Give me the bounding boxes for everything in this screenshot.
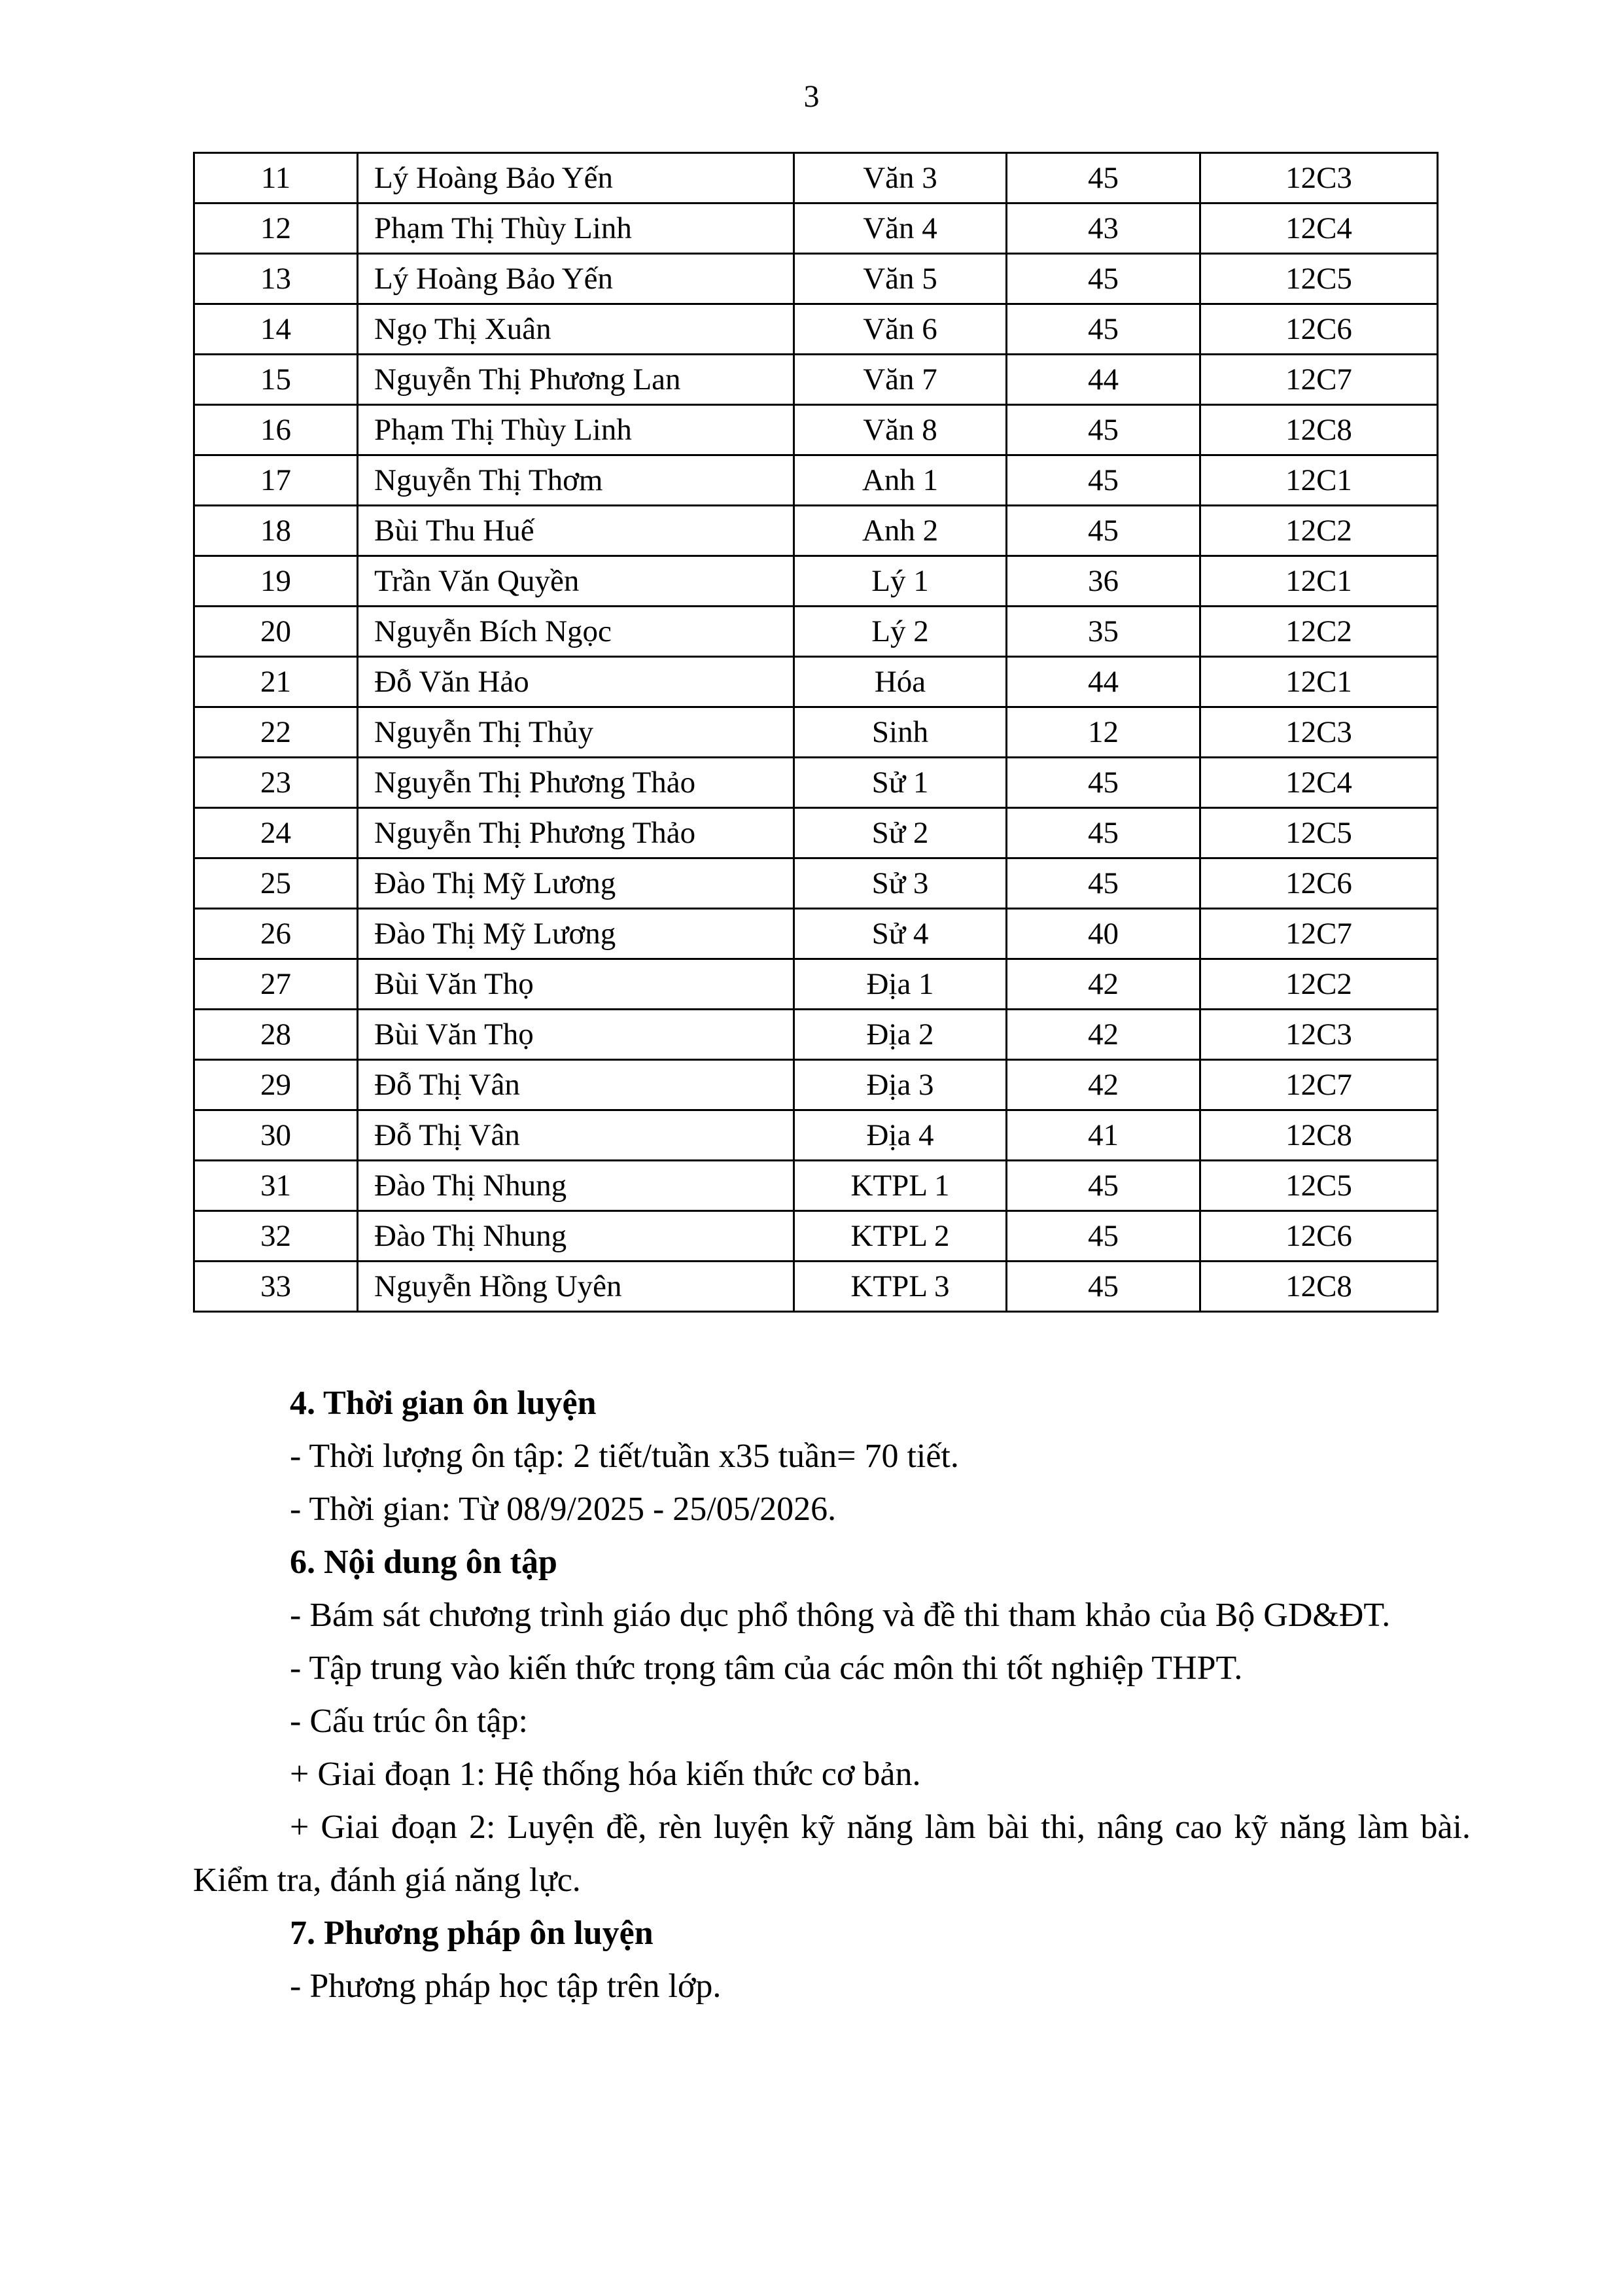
student-count-cell: 45 — [1007, 455, 1200, 506]
subject-group-cell: Địa 4 — [794, 1110, 1007, 1161]
section-heading: 4. Thời gian ôn luyện — [290, 1385, 597, 1422]
student-count-cell: 45 — [1007, 506, 1200, 556]
subject-group-cell: Văn 6 — [794, 304, 1007, 355]
table-row — [194, 1060, 1438, 1110]
table-row — [194, 556, 1438, 607]
class-cell: 12C1 — [1200, 455, 1438, 506]
class-cell: 12C6 — [1200, 304, 1438, 355]
class-cell: 12C7 — [1200, 909, 1438, 959]
teacher-class-table-body — [194, 153, 1438, 1312]
row-number-cell: 22 — [194, 707, 358, 758]
row-number-cell: 28 — [194, 1010, 358, 1060]
subject-group-cell: Sinh — [794, 707, 1007, 758]
row-number-cell: 25 — [194, 858, 358, 909]
subject-group-cell: Sử 2 — [794, 808, 1007, 858]
row-number-cell: 33 — [194, 1262, 358, 1312]
subject-group-cell: Lý 2 — [794, 607, 1007, 657]
page-number: 3 — [803, 79, 820, 114]
student-count-cell: 36 — [1007, 556, 1200, 607]
row-number-cell: 27 — [194, 959, 358, 1010]
body-paragraph: - Tập trung vào kiến thức trọng tâm của các môn thi tốt nghiệp THPT. — [290, 1650, 1243, 1687]
subject-group-cell: Hóa — [794, 657, 1007, 707]
subject-group-cell: KTPL 3 — [794, 1262, 1007, 1312]
class-cell: 12C6 — [1200, 858, 1438, 909]
subject-group-cell: Anh 1 — [794, 455, 1007, 506]
body-paragraph: + Giai đoạn 1: Hệ thống hóa kiến thức cơ bản. — [290, 1756, 921, 1793]
section-heading: 7. Phương pháp ôn luyện — [290, 1915, 654, 1952]
row-number-cell: 18 — [194, 506, 358, 556]
teacher-name-cell: Bùi Thu Huế — [358, 506, 794, 556]
row-number-cell: 31 — [194, 1161, 358, 1211]
subject-group-cell: Lý 1 — [794, 556, 1007, 607]
student-count-cell: 45 — [1007, 808, 1200, 858]
table-row — [194, 405, 1438, 455]
student-count-cell: 42 — [1007, 959, 1200, 1010]
teacher-name-cell: Đào Thị Mỹ Lương — [358, 909, 794, 959]
table-row — [194, 304, 1438, 355]
table-row — [194, 153, 1438, 203]
body-paragraph: - Bám sát chương trình giáo dục phổ thông và đề thi tham khảo của Bộ GD&ĐT. — [290, 1597, 1391, 1634]
teacher-name-cell: Ngọ Thị Xuân — [358, 304, 794, 355]
teacher-name-cell: Nguyễn Thị Phương Thảo — [358, 758, 794, 808]
row-number-cell: 20 — [194, 607, 358, 657]
table-row — [194, 657, 1438, 707]
section-heading: 6. Nội dung ôn tập — [290, 1544, 557, 1581]
table-row — [194, 808, 1438, 858]
table-row — [194, 909, 1438, 959]
teacher-name-cell: Lý Hoàng Bảo Yến — [358, 254, 794, 304]
table-row — [194, 858, 1438, 909]
student-count-cell: 45 — [1007, 858, 1200, 909]
class-cell: 12C2 — [1200, 506, 1438, 556]
teacher-name-cell: Lý Hoàng Bảo Yến — [358, 153, 794, 203]
teacher-name-cell: Nguyễn Thị Phương Thảo — [358, 808, 794, 858]
class-cell: 12C1 — [1200, 556, 1438, 607]
table-row — [194, 607, 1438, 657]
subject-group-cell: Địa 3 — [794, 1060, 1007, 1110]
student-count-cell: 45 — [1007, 1161, 1200, 1211]
row-number-cell: 29 — [194, 1060, 358, 1110]
row-number-cell: 11 — [194, 153, 358, 203]
table-row — [194, 1110, 1438, 1161]
teacher-name-cell: Bùi Văn Thọ — [358, 1010, 794, 1060]
class-cell: 12C7 — [1200, 355, 1438, 405]
class-cell: 12C3 — [1200, 1010, 1438, 1060]
class-cell: 12C2 — [1200, 959, 1438, 1010]
student-count-cell: 45 — [1007, 1211, 1200, 1262]
class-cell: 12C5 — [1200, 808, 1438, 858]
class-cell: 12C5 — [1200, 254, 1438, 304]
row-number-cell: 15 — [194, 355, 358, 405]
subject-group-cell: Văn 4 — [794, 203, 1007, 254]
class-cell: 12C3 — [1200, 153, 1438, 203]
student-count-cell: 40 — [1007, 909, 1200, 959]
row-number-cell: 19 — [194, 556, 358, 607]
student-count-cell: 45 — [1007, 254, 1200, 304]
subject-group-cell: Sử 4 — [794, 909, 1007, 959]
teacher-name-cell: Nguyễn Hồng Uyên — [358, 1262, 794, 1312]
student-count-cell: 45 — [1007, 758, 1200, 808]
student-count-cell: 45 — [1007, 405, 1200, 455]
student-count-cell: 45 — [1007, 1262, 1200, 1312]
body-paragraph: - Cấu trúc ôn tập: — [290, 1703, 528, 1740]
table-row — [194, 506, 1438, 556]
subject-group-cell: Anh 2 — [794, 506, 1007, 556]
row-number-cell: 12 — [194, 203, 358, 254]
class-cell: 12C5 — [1200, 1161, 1438, 1211]
table-row — [194, 455, 1438, 506]
teacher-name-cell: Nguyễn Thị Thủy — [358, 707, 794, 758]
table-row — [194, 1211, 1438, 1262]
subject-group-cell: Sử 1 — [794, 758, 1007, 808]
document-body — [193, 1377, 1471, 2013]
table-row — [194, 959, 1438, 1010]
table-row — [194, 1010, 1438, 1060]
teacher-name-cell: Đào Thị Mỹ Lương — [358, 858, 794, 909]
class-cell: 12C3 — [1200, 707, 1438, 758]
row-number-cell: 21 — [194, 657, 358, 707]
class-cell: 12C8 — [1200, 405, 1438, 455]
student-count-cell: 44 — [1007, 657, 1200, 707]
teacher-name-cell: Nguyễn Bích Ngọc — [358, 607, 794, 657]
subject-group-cell: Văn 8 — [794, 405, 1007, 455]
subject-group-cell: Sử 3 — [794, 858, 1007, 909]
table-row — [194, 1161, 1438, 1211]
table-row — [194, 707, 1438, 758]
subject-group-cell: Địa 2 — [794, 1010, 1007, 1060]
body-paragraph: + Giai đoạn 2: Luyện đề, rèn luyện kỹ năng làm bài thi, nâng cao kỹ năng làm bài. Kiểm tra, đánh giá năng lực. — [193, 1809, 1471, 1899]
subject-group-cell: KTPL 2 — [794, 1211, 1007, 1262]
teacher-name-cell: Đỗ Văn Hảo — [358, 657, 794, 707]
row-number-cell: 23 — [194, 758, 358, 808]
table-row — [194, 203, 1438, 254]
row-number-cell: 17 — [194, 455, 358, 506]
teacher-name-cell: Nguyễn Thị Thơm — [358, 455, 794, 506]
class-cell: 12C4 — [1200, 203, 1438, 254]
row-number-cell: 14 — [194, 304, 358, 355]
class-cell: 12C8 — [1200, 1262, 1438, 1312]
teacher-name-cell: Đỗ Thị Vân — [358, 1060, 794, 1110]
student-count-cell: 12 — [1007, 707, 1200, 758]
table-row — [194, 758, 1438, 808]
teacher-name-cell: Phạm Thị Thùy Linh — [358, 405, 794, 455]
subject-group-cell: Văn 5 — [794, 254, 1007, 304]
student-count-cell: 41 — [1007, 1110, 1200, 1161]
student-count-cell: 35 — [1007, 607, 1200, 657]
teacher-name-cell: Trần Văn Quyền — [358, 556, 794, 607]
student-count-cell: 44 — [1007, 355, 1200, 405]
class-cell: 12C4 — [1200, 758, 1438, 808]
table-row — [194, 355, 1438, 405]
teacher-class-table — [193, 152, 1439, 1313]
student-count-cell: 45 — [1007, 304, 1200, 355]
body-paragraph: - Thời lượng ôn tập: 2 tiết/tuần x35 tuần= 70 tiết. — [290, 1438, 959, 1475]
subject-group-cell: KTPL 1 — [794, 1161, 1007, 1211]
row-number-cell: 13 — [194, 254, 358, 304]
student-count-cell: 43 — [1007, 203, 1200, 254]
table-row — [194, 1262, 1438, 1312]
row-number-cell: 24 — [194, 808, 358, 858]
row-number-cell: 26 — [194, 909, 358, 959]
teacher-name-cell: Đào Thị Nhung — [358, 1211, 794, 1262]
class-cell: 12C7 — [1200, 1060, 1438, 1110]
subject-group-cell: Văn 3 — [794, 153, 1007, 203]
teacher-name-cell: Đào Thị Nhung — [358, 1161, 794, 1211]
student-count-cell: 42 — [1007, 1060, 1200, 1110]
row-number-cell: 32 — [194, 1211, 358, 1262]
student-count-cell: 42 — [1007, 1010, 1200, 1060]
table-row — [194, 254, 1438, 304]
row-number-cell: 30 — [194, 1110, 358, 1161]
subject-group-cell: Địa 1 — [794, 959, 1007, 1010]
class-cell: 12C6 — [1200, 1211, 1438, 1262]
class-cell: 12C2 — [1200, 607, 1438, 657]
subject-group-cell: Văn 7 — [794, 355, 1007, 405]
body-paragraph: - Thời gian: Từ 08/9/2025 - 25/05/2026. — [290, 1491, 837, 1528]
teacher-name-cell: Bùi Văn Thọ — [358, 959, 794, 1010]
row-number-cell: 16 — [194, 405, 358, 455]
body-paragraph: - Phương pháp học tập trên lớp. — [290, 1968, 722, 2005]
teacher-name-cell: Đỗ Thị Vân — [358, 1110, 794, 1161]
student-count-cell: 45 — [1007, 153, 1200, 203]
teacher-name-cell: Nguyễn Thị Phương Lan — [358, 355, 794, 405]
teacher-name-cell: Phạm Thị Thùy Linh — [358, 203, 794, 254]
class-cell: 12C1 — [1200, 657, 1438, 707]
class-cell: 12C8 — [1200, 1110, 1438, 1161]
